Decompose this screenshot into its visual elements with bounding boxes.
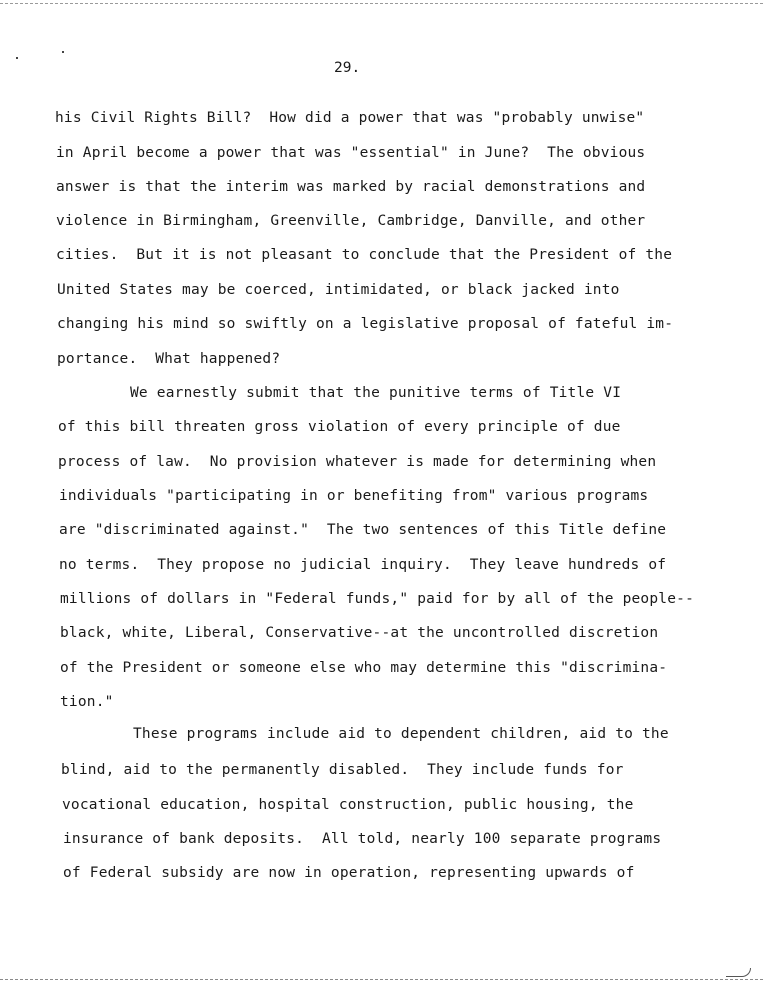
text-line: are "discriminated against." The two sentences of this Title define [59, 522, 667, 538]
text-line: United States may be coerced, intimidated, or black jacked into [57, 282, 620, 298]
text-line: process of law. No provision whatever is made for determining when [58, 454, 657, 470]
text-line: violence in Birmingham, Greenville, Cambridge, Danville, and other [56, 213, 646, 229]
paragraph-start-line: These programs include aid to dependent children, aid to the [133, 726, 669, 742]
text-line: changing his mind so swiftly on a legislative proposal of fateful im- [57, 316, 674, 332]
text-line: no terms. They propose no judicial inquiry. They leave hundreds of [59, 557, 667, 573]
text-line: in April become a power that was "essential" in June? The obvious [56, 145, 646, 161]
text-line: of Federal subsidy are now in operation, representing upwards of [63, 865, 635, 881]
text-line: insurance of bank deposits. All told, nearly 100 separate programs [63, 831, 662, 847]
text-line: vocational education, hospital construction, public housing, the [62, 797, 634, 813]
scan-top-border [0, 3, 763, 4]
text-line: portance. What happened? [57, 351, 281, 367]
text-line: tion." [60, 694, 114, 710]
page-number: 29. [334, 60, 361, 76]
text-line: his Civil Rights Bill? How did a power that was "probably unwise" [55, 110, 645, 126]
text-line: blind, aid to the permanently disabled. They include funds for [61, 762, 624, 778]
text-line: of the President or someone else who may determine this "discrimina- [60, 660, 668, 676]
page-curl-mark [726, 968, 751, 977]
text-line: individuals "participating in or benefiting from" various programs [59, 488, 649, 504]
scan-speck [16, 57, 18, 59]
scan-speck [62, 51, 64, 53]
text-line: cities. But it is not pleasant to conclude that the President of the [56, 247, 673, 263]
paragraph-start-line: We earnestly submit that the punitive terms of Title VI [130, 385, 622, 401]
text-line: of this bill threaten gross violation of every principle of due [58, 419, 621, 435]
scan-bottom-border [0, 979, 763, 980]
text-line: millions of dollars in "Federal funds," paid for by all of the people-- [60, 591, 695, 607]
text-line: answer is that the interim was marked by racial demonstrations and [56, 179, 646, 195]
text-line: black, white, Liberal, Conservative--at the uncontrolled discretion [60, 625, 659, 641]
